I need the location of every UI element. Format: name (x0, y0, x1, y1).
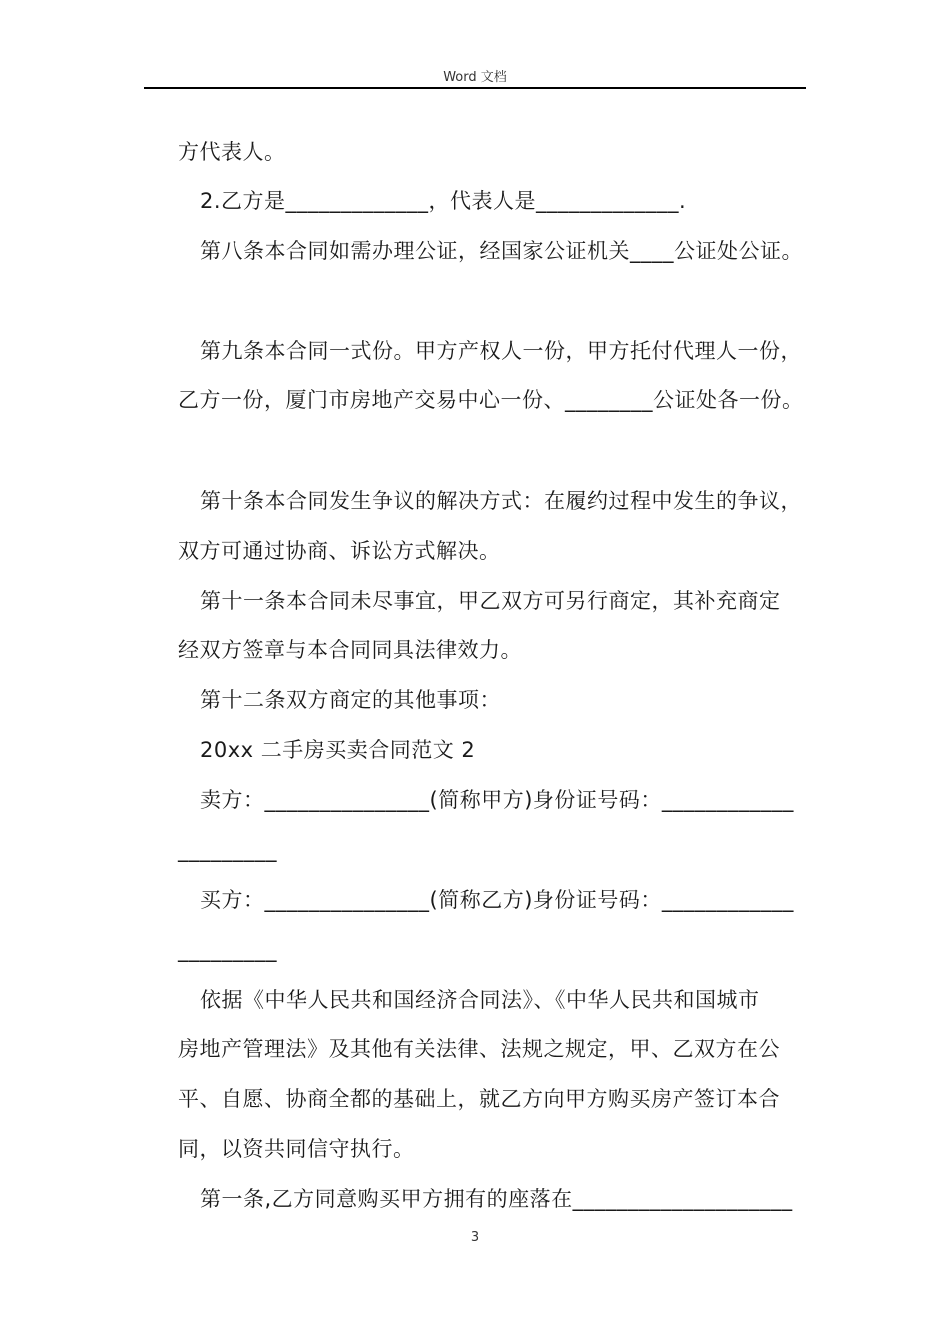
page-number: 3 (470, 1230, 480, 1245)
paragraph-line: 经双方签章与本合同同具法律效力。 (178, 638, 522, 662)
page-header: Word 文档 (443, 70, 507, 85)
section-title: 20xx 二手房买卖合同范文 2 (200, 738, 476, 762)
paragraph-line: 房地产管理法》及其他有关法律、法规之规定，甲、乙双方在公 (178, 1037, 780, 1061)
paragraph-line: 双方可通过协商、诉讼方式解决。 (178, 539, 501, 563)
paragraph-line: 方代表人。 (178, 140, 286, 164)
paragraph-line: 乙方一份，厦门市房地产交易中心一份、________公证处各一份。 (178, 388, 804, 412)
paragraph-line: 第一条,乙方同意购买甲方拥有的座落在____________________ (200, 1187, 793, 1211)
buyer-line: 买方：_______________(简称乙方)身份证号码：____________ (200, 888, 794, 912)
seller-line: 卖方：_______________(简称甲方)身份证号码：____________ (200, 788, 794, 812)
paragraph-line: 第十一条本合同未尽事宜，甲乙双方可另行商定，其补充商定 (200, 589, 781, 613)
seller-line-continued: _________ (178, 838, 277, 862)
buyer-line-continued: _________ (178, 938, 277, 962)
paragraph-line: 2.乙方是_____________，代表人是_____________. (200, 189, 687, 213)
paragraph-line: 平、自愿、协商全都的基础上，就乙方向甲方购买房产签订本合 (178, 1087, 780, 1111)
paragraph-line: 第十二条双方商定的其他事项： (200, 688, 501, 712)
paragraph-line: 第八条本合同如需办理公证，经国家公证机关____公证处公证。 (200, 239, 803, 263)
paragraph-line: 同，以资共同信守执行。 (178, 1137, 415, 1161)
paragraph-line: 第九条本合同一式份。甲方产权人一份，甲方托付代理人一份， (200, 339, 802, 363)
header-rule (144, 87, 806, 89)
paragraph-line: 依据《中华人民共和国经济合同法》、《中华人民共和国城市 (200, 988, 760, 1012)
paragraph-line: 第十条本合同发生争议的解决方式：在履约过程中发生的争议， (200, 489, 802, 513)
